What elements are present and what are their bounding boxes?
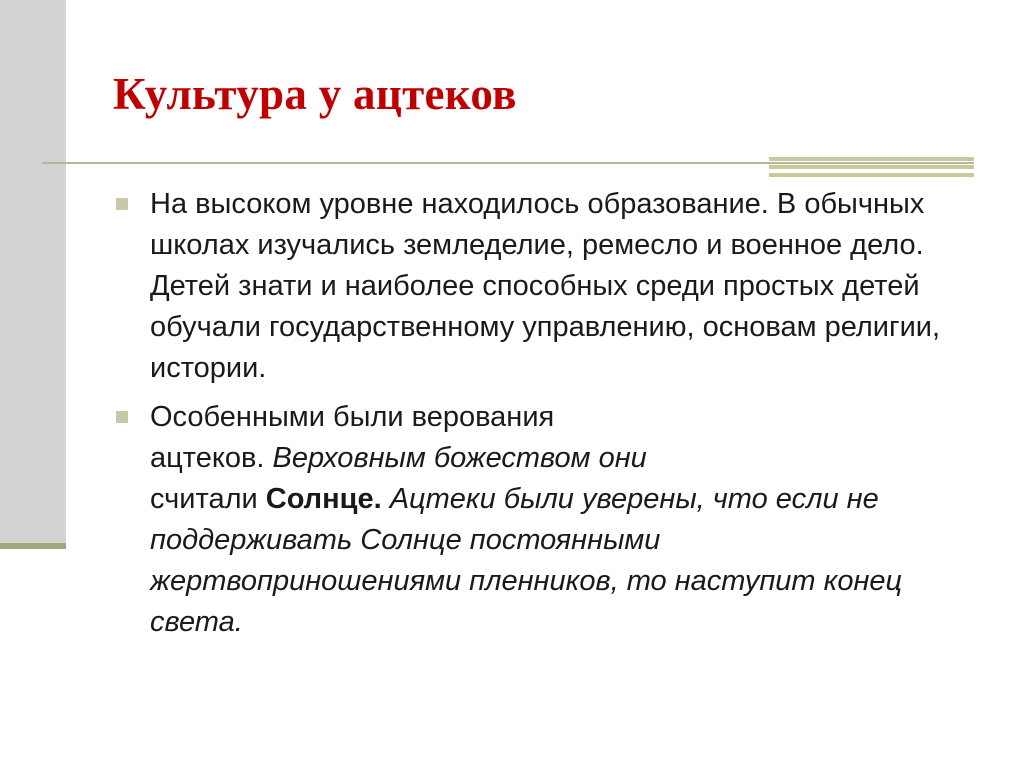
slide-title: Культура у ацтеков xyxy=(113,69,517,119)
bullet-text-plain: считали xyxy=(150,483,266,515)
bullet-text-italic: Ацтеки были уверены, что если не поддерживать Солнце постоянными жертвоприношениями пленников, то наступит конец света. xyxy=(150,483,903,638)
bullet-text-plain: ацтеков. xyxy=(150,442,273,474)
bullet-text-italic: Верховным божеством они xyxy=(272,442,647,474)
bullet-text-bold: Солнце. xyxy=(265,483,382,515)
bullet-item xyxy=(150,397,950,643)
side-decoration-bar xyxy=(0,0,66,548)
bullet-square-icon xyxy=(116,198,128,210)
bullet-item xyxy=(150,184,950,389)
bullet-square-icon xyxy=(116,411,128,423)
divider-accent xyxy=(769,157,974,177)
bullet-list xyxy=(150,184,970,643)
side-bar-underline xyxy=(0,543,66,549)
bullet-text-line: Особенными были верования xyxy=(150,401,555,433)
bullet-text: На высоком уровне находилось образование. В обычных школах изучались земледелие, ремесло и военное дело. Детей знати и наиболее способных среди простых детей обучали государственному управлению, основам религии, истории. xyxy=(150,188,941,384)
